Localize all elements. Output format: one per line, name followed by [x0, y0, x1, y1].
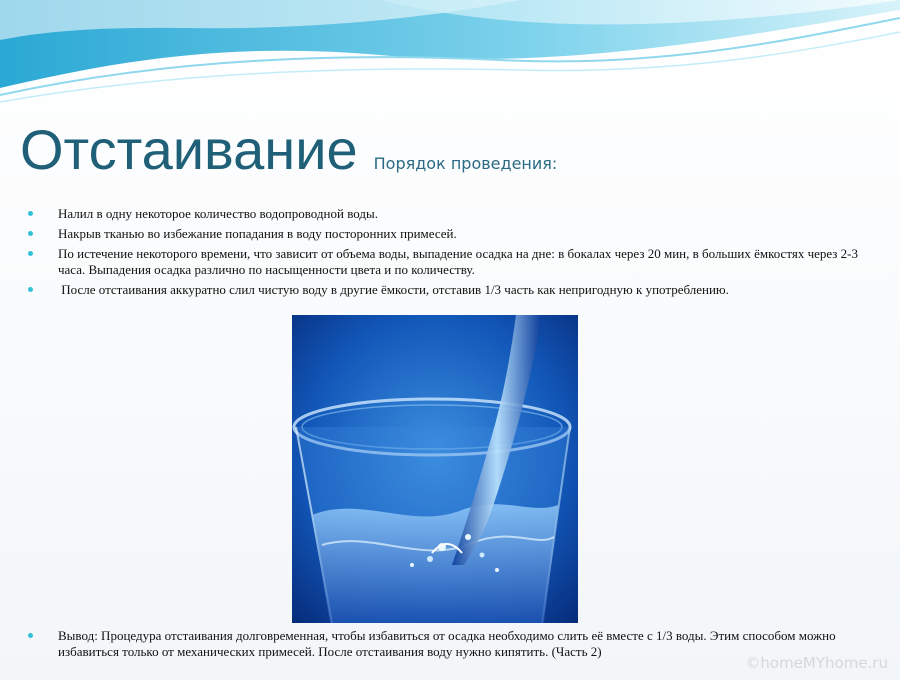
list-item-text: Налил в одну некоторое количество водопроводной воды. [58, 206, 378, 221]
bullet-icon [28, 287, 33, 292]
list-item-text: По истечение некоторого времени, что зависит от объема воды, выпадение осадка на дне: в бокалах через 20 мин, в больших ёмкостях через 2-3 часа. Выпадения осадка различно по насыщенности цвета и по количеству. [58, 246, 859, 277]
list-item-text: Накрыв тканью во избежание попадания в воду посторонних примесей. [58, 226, 457, 241]
bullet-icon [28, 231, 33, 236]
bullet-icon [28, 211, 33, 216]
watermark: ©homeMYhome.ru [745, 654, 888, 672]
list-item [26, 226, 871, 242]
list-item-text: После отстаивания аккуратно слил чистую воду в другие ёмкости, отставив 1/3 часть как непригодную к употреблению. [58, 282, 729, 297]
bullet-icon [28, 251, 33, 256]
water-glass-photo [292, 315, 578, 623]
procedure-list [26, 206, 871, 302]
page-title: Отстаивание [20, 118, 358, 181]
conclusion-text: Вывод: Процедура отстаивания долговременная, чтобы избавиться от осадка необходимо слить её вместе с 1/3 воды. Этим способом можно избавиться только от механических примесей. После отстаивания воду нужно кипятить. (Часть 2) [58, 628, 836, 659]
bullet-icon [28, 633, 33, 638]
list-item [26, 206, 871, 222]
list-item [26, 282, 871, 298]
title-row [20, 118, 558, 181]
list-item [26, 246, 871, 278]
wave-banner [0, 0, 900, 110]
page-subtitle: Порядок проведения: [373, 154, 558, 173]
